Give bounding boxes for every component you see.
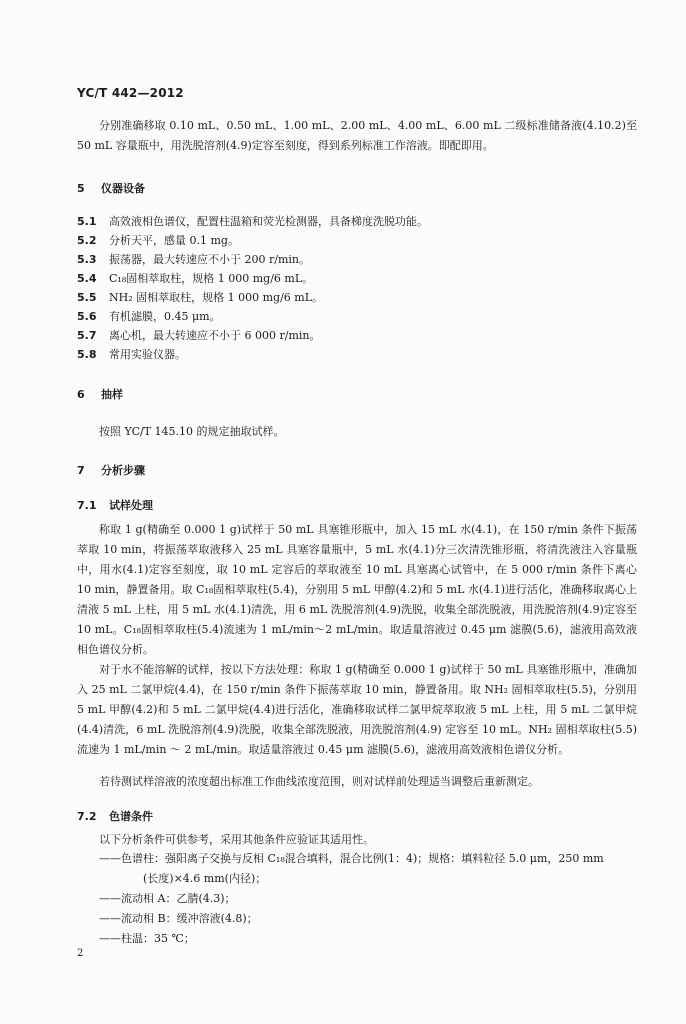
sample-treatment-paragraph-3: 若待测试样溶液的浓度超出标准工作曲线浓度范围，则对试样前处理适当调整后重新测定。 xyxy=(99,775,539,788)
list-item: 5.5 NH₂ 固相萃取柱，规格 1 000 mg/6 mL。 xyxy=(77,291,324,304)
subsection-title: 色谱条件 xyxy=(109,810,153,823)
section-number: 5 xyxy=(77,182,85,195)
list-item: 5.3 振荡器，最大转速应不小于 200 r/min。 xyxy=(77,253,310,266)
section-title: 仪器设备 xyxy=(101,182,145,195)
section-number: 6 xyxy=(77,388,85,401)
section-title: 分析步骤 xyxy=(101,464,145,477)
subsection-title: 试样处理 xyxy=(109,499,153,512)
sample-treatment-paragraph-2: 对于水不能溶解的试样，按以下方法处理：称取 1 g(精确至 0.000 1 g)试样于 50 mL 具塞锥形瓶中，准确加入 25 mL 二氯甲烷(4.4)，在 150 r/min 条件下振荡萃取 10 min，静置备用。取 NH₂ 固相萃取柱(5.5)，分别用 5 mL 甲醇(4.2)和 5 mL 二氯甲烷(4.4)进行活化，准确移取试样二氯甲烷萃取液 5 mL 上柱，用 5 mL 二氯甲烷(4.4)清洗，6 mL 洗脱溶剂(4.9)洗脱，收集全部洗脱液，用洗脱溶剂(4.9) 定容至 10 mL。NH₂ 固相萃取柱(5.5)流速为 1 mL/min ～ 2 mL/min。取适量溶液过 0.45 μm 滤膜(5.6)，滤液用高效液相色谱仪分析。 xyxy=(77,663,637,756)
subsection-7-2-heading xyxy=(77,808,153,824)
intro-paragraph: 分别准确移取 0.10 mL、0.50 mL、1.00 mL、2.00 mL、4.00 mL、6.00 mL 二级标准储备液(4.10.2)至 50 mL 容量瓶中，用洗脱溶剂(4.9)定容至刻度，得到系列标准工作溶液。即配即用。 xyxy=(77,119,637,152)
section-7-heading xyxy=(77,462,145,478)
section-6-heading xyxy=(77,386,123,402)
section-number: 7 xyxy=(77,464,85,477)
list-item: 5.2 分析天平，感量 0.1 mg。 xyxy=(77,234,239,247)
section-5-heading xyxy=(77,180,145,196)
list-item: 5.6 有机滤膜，0.45 μm。 xyxy=(77,310,221,323)
section-title: 抽样 xyxy=(101,388,123,401)
section-6-body: 按照 YC/T 145.10 的规定抽取试样。 xyxy=(99,425,285,438)
sample-treatment-paragraph-1: 称取 1 g(精确至 0.000 1 g)试样于 50 mL 具塞锥形瓶中，加入 15 mL 水(4.1)，在 150 r/min 条件下振荡萃取 10 min，将振荡萃取液移入 25 mL 具塞容量瓶中，5 mL 水(4.1)分三次清洗锥形瓶，将清洗液注入容量瓶中，用水(4.1)定容至刻度，取 10 mL 定容后的萃取液至 10 mL 具塞离心试管中，在 5 000 r/min 条件下离心 10 min，静置备用。取 C₁₈固相萃取柱(5.4)，分别用 5 mL 甲醇(4.2)和 5 mL 水(4.1)进行活化，准确移取离心上清液 5 mL 上柱，用 5 mL 水(4.1)清洗，用 6 mL 洗脱溶剂(4.9)洗脱，收集全部洗脱液，用洗脱溶剂(4.9)定容至 10 mL。C₁₈固相萃取柱(5.4)流速为 1 mL/min～2 mL/min。取适量溶液过 0.45 μm 滤膜(5.6)，滤液用高效液相色谱仪分析。 xyxy=(77,523,637,656)
standard-code-header: YC/T 442—2012 xyxy=(77,86,184,100)
page-number: 2 xyxy=(77,948,84,959)
chromatography-intro: 以下分析条件可供参考，采用其他条件应验证其适用性。 xyxy=(99,833,374,846)
list-item: 5.7 离心机，最大转速应不小于 6 000 r/min。 xyxy=(77,329,321,342)
list-item: 5.8 常用实验仪器。 xyxy=(77,348,186,361)
list-item: 5.4 C₁₈固相萃取柱，规格 1 000 mg/6 mL。 xyxy=(77,272,314,285)
list-item: 5.1 高效液相色谱仪，配置柱温箱和荧光检测器，具备梯度洗脱功能。 xyxy=(77,215,428,228)
list-item: ——流动相 B：缓冲溶液(4.8)； xyxy=(99,912,258,925)
subsection-number: 7.1 xyxy=(77,499,97,512)
list-item: ——柱温：35 ℃； xyxy=(99,932,195,945)
subsection-number: 7.2 xyxy=(77,810,97,823)
subsection-7-1-heading xyxy=(77,497,153,513)
list-item: ——色谱柱：强阳离子交换与反相 C₁₈混合填料，混合比例(1：4)；规格：填料粒径 5.0 μm，250 mm (长度)×4.6 mm(内径)； xyxy=(99,852,604,885)
list-item: ——流动相 A：乙腈(4.3)； xyxy=(99,892,236,905)
